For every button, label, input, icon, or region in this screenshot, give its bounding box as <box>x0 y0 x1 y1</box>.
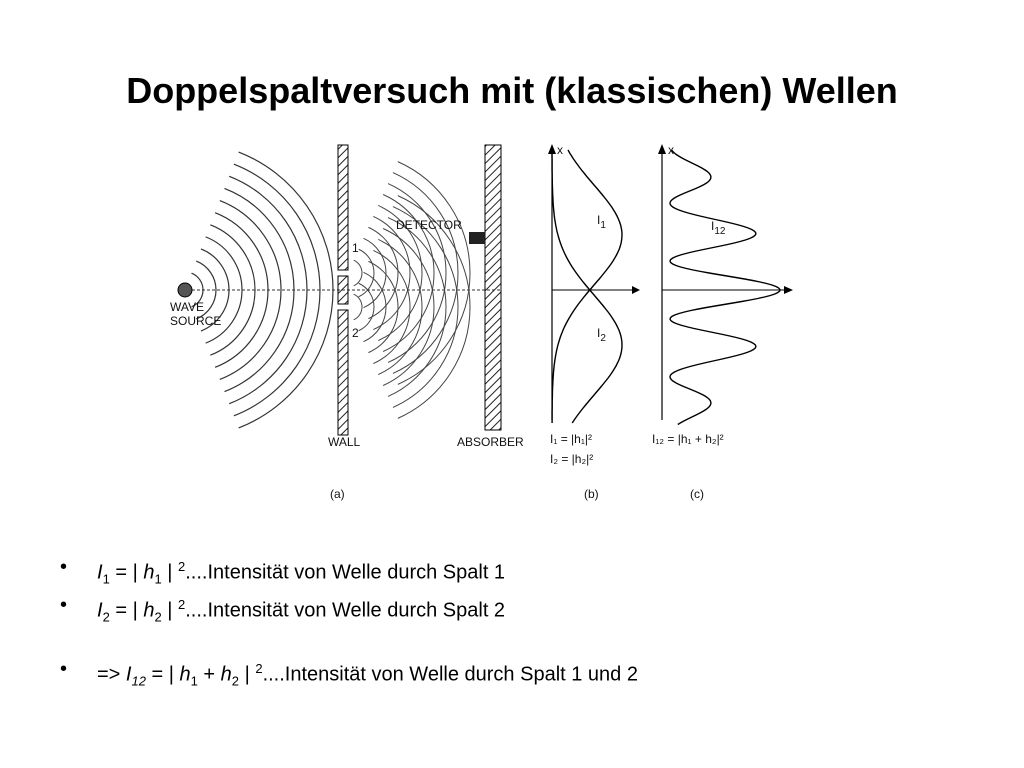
diffracted-arc <box>368 261 398 352</box>
diffracted-arc <box>359 283 374 330</box>
slide-title: Doppelspaltversuch mit (klassischen) Wellen <box>126 70 898 111</box>
formula-c: I₁₂ = |h₁ + h₂|² <box>652 432 724 446</box>
absorber <box>485 145 501 430</box>
diffracted-arc <box>359 249 374 296</box>
curve-i2 <box>552 150 622 423</box>
axis-i-arrow-b <box>632 286 640 294</box>
diffracted-arc <box>354 260 362 286</box>
bullet-i1: • $I_1$ = | $h_1$ | $^2$....Intensität von Welle durch Spalt 1 <box>60 552 960 582</box>
diffracted-arc <box>388 218 446 397</box>
axis-x-c-label: x <box>668 143 674 157</box>
source-label: SOURCE <box>170 314 222 328</box>
diffracted-arc <box>364 272 386 341</box>
slit-1-label: 1 <box>352 241 359 255</box>
panel-a <box>170 145 524 501</box>
detector-label: DETECTOR <box>396 218 462 232</box>
detector-icon <box>469 232 485 244</box>
axis-x-b-label: x <box>557 143 563 157</box>
bullet-i2: • $I_2$ = | $h_2$ | $^2$....Intensität von Welle durch Spalt 2 <box>60 590 960 620</box>
i12-label: $I_{12}$ <box>711 219 726 237</box>
diffracted-arc <box>383 229 434 386</box>
caption-a: (a) <box>330 487 345 501</box>
wall-middle <box>338 276 348 304</box>
formula-b2: I₂ = |h₂|² <box>550 452 594 466</box>
double-slit-figure <box>160 140 820 520</box>
i1-label: $I_1$ <box>597 213 606 231</box>
diffracted-arc <box>368 227 398 318</box>
i2-label: $I_2$ <box>597 326 606 344</box>
caption-c: (c) <box>690 487 704 501</box>
wall-label: WALL <box>328 435 361 449</box>
axis-arrow-c <box>658 144 666 154</box>
panel-c <box>652 143 793 501</box>
double-slit-diagram <box>160 140 820 520</box>
axis-i-arrow-c <box>784 286 793 294</box>
formula-b1: I₁ = |h₁|² <box>550 432 593 446</box>
absorber-label: ABSORBER <box>457 435 524 449</box>
bullet-i12: • => $I_{12}$ = | $h_1 + h_2$ | $^2$....Intensität von Welle durch Spalt 1 und 2 <box>60 654 960 684</box>
diffracted-arc <box>354 294 362 320</box>
slit-2-label: 2 <box>352 326 359 340</box>
bullet-list <box>60 552 960 692</box>
wall-lower <box>338 310 348 435</box>
wave-label: WAVE <box>170 300 205 314</box>
wall-upper <box>338 145 348 270</box>
curve-i12 <box>670 150 780 425</box>
diffracted-arc <box>364 238 386 307</box>
wave-source-icon <box>178 283 192 297</box>
diffracted-arc <box>388 184 446 363</box>
panel-b <box>548 143 640 501</box>
caption-b: (b) <box>584 487 599 501</box>
